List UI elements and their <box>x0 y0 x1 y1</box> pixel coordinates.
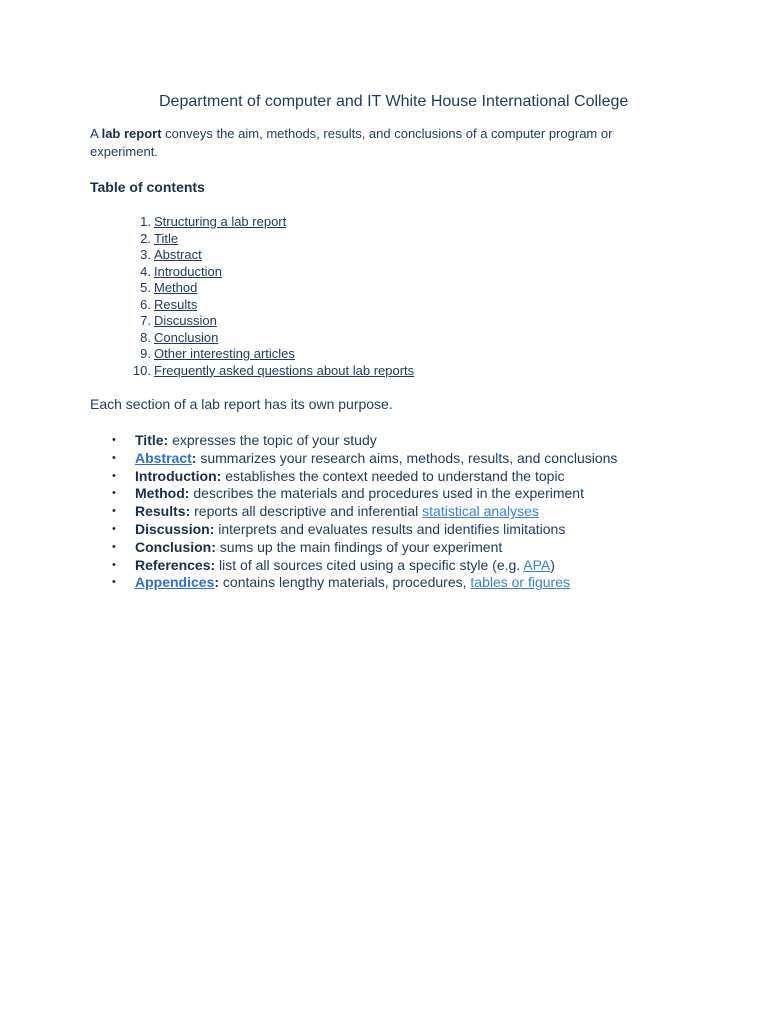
bullet-icon: • <box>112 434 116 446</box>
bullet-icon: • <box>112 451 116 464</box>
bullet-conclusion <box>112 539 617 557</box>
toc-number: 7. <box>140 313 151 328</box>
section-bullet-list <box>112 432 617 592</box>
bullet-results <box>112 503 617 521</box>
bullet-colon: : <box>191 449 197 466</box>
bullet-text: list of all sources cited using a specific style (e.g. <box>215 556 524 573</box>
bullet-icon: • <box>112 522 116 535</box>
section-intro: Each section of a lab report has its own purpose. <box>90 396 393 412</box>
bullet-icon: • <box>112 576 116 589</box>
bullet-term: Conclusion: <box>135 538 216 555</box>
toc-heading: Table of contents <box>90 179 205 195</box>
bullet-discussion <box>112 521 617 539</box>
bullet-method <box>112 485 617 503</box>
appendices-link[interactable]: Appendices <box>135 574 215 591</box>
document-title: Department of computer and IT White House International College <box>159 93 629 110</box>
toc-number: 9. <box>140 346 151 361</box>
toc-item <box>124 247 414 264</box>
bullet-term: Title: <box>135 432 169 448</box>
toc-link-method[interactable]: Method <box>154 280 198 295</box>
abstract-link[interactable]: Abstract <box>135 449 192 466</box>
toc-link-title[interactable]: Title <box>154 230 179 246</box>
toc-link-structuring[interactable]: Structuring a lab report <box>154 214 287 229</box>
toc-link-abstract[interactable]: Abstract <box>154 247 202 262</box>
bullet-term: Introduction: <box>135 467 222 484</box>
intro-bold-term: lab report <box>101 126 162 141</box>
bullet-text: interprets and evaluates results and identifies limitations <box>214 520 566 537</box>
bullet-icon: • <box>112 469 116 482</box>
bullet-icon: • <box>112 540 116 553</box>
bullet-appendices <box>112 574 617 592</box>
bullet-text: contains lengthy materials, procedures, <box>219 574 471 591</box>
toc-link-other-articles[interactable]: Other interesting articles <box>154 346 295 361</box>
toc-number: 10. <box>132 362 151 378</box>
toc-item <box>124 214 414 231</box>
toc-number: 2. <box>140 230 151 246</box>
bullet-icon: • <box>112 505 116 518</box>
intro-suffix: conveys the aim, methods, results, and conclusions of a computer program or experiment. <box>90 126 613 159</box>
toc-number: 4. <box>140 263 151 279</box>
toc-number: 1. <box>140 214 151 229</box>
toc-link-faq[interactable]: Frequently asked questions about lab reports <box>154 362 415 378</box>
bullet-introduction <box>112 468 617 486</box>
bullet-colon: : <box>214 574 220 591</box>
apa-link[interactable]: APA <box>523 556 551 573</box>
toc-link-introduction[interactable]: Introduction <box>154 263 222 279</box>
toc-number: 8. <box>140 329 151 345</box>
toc-number: 3. <box>140 247 151 262</box>
bullet-term: Discussion: <box>135 520 215 537</box>
toc-number: 5. <box>140 280 151 295</box>
toc-item <box>124 330 414 347</box>
intro-prefix: A <box>90 126 102 141</box>
bullet-term: Results: <box>135 503 191 520</box>
bullet-title <box>112 432 617 450</box>
toc-item <box>124 346 414 363</box>
intro-paragraph <box>90 125 680 161</box>
bullet-abstract <box>112 450 617 468</box>
statistical-analyses-link[interactable]: statistical analyses <box>422 503 539 520</box>
toc-item <box>124 297 414 314</box>
toc-link-discussion[interactable]: Discussion <box>154 313 217 328</box>
tables-or-figures-link[interactable]: tables or figures <box>470 574 570 591</box>
bullet-references <box>112 557 617 575</box>
bullet-term: Method: <box>135 485 190 502</box>
toc-list <box>124 214 414 379</box>
bullet-text: describes the materials and procedures used in the experiment <box>189 485 584 502</box>
toc-item <box>124 280 414 297</box>
bullet-text-after: ) <box>550 556 555 573</box>
toc-item <box>124 313 414 330</box>
bullet-icon: • <box>112 487 116 500</box>
bullet-icon: • <box>112 558 116 571</box>
bullet-text: sums up the main findings of your experiment <box>215 538 503 555</box>
toc-number: 6. <box>140 296 151 312</box>
toc-link-results[interactable]: Results <box>154 296 198 312</box>
bullet-text: reports all descriptive and inferential <box>190 503 423 520</box>
bullet-text: expresses the topic of your study <box>168 432 377 448</box>
toc-item <box>124 231 414 248</box>
toc-item <box>124 264 414 281</box>
toc-link-conclusion[interactable]: Conclusion <box>154 329 219 345</box>
bullet-text: summarizes your research aims, methods, results, and conclusions <box>196 449 618 466</box>
bullet-term: References: <box>135 556 216 573</box>
toc-item <box>124 363 414 380</box>
bullet-text: establishes the context needed to understand the topic <box>221 467 565 484</box>
